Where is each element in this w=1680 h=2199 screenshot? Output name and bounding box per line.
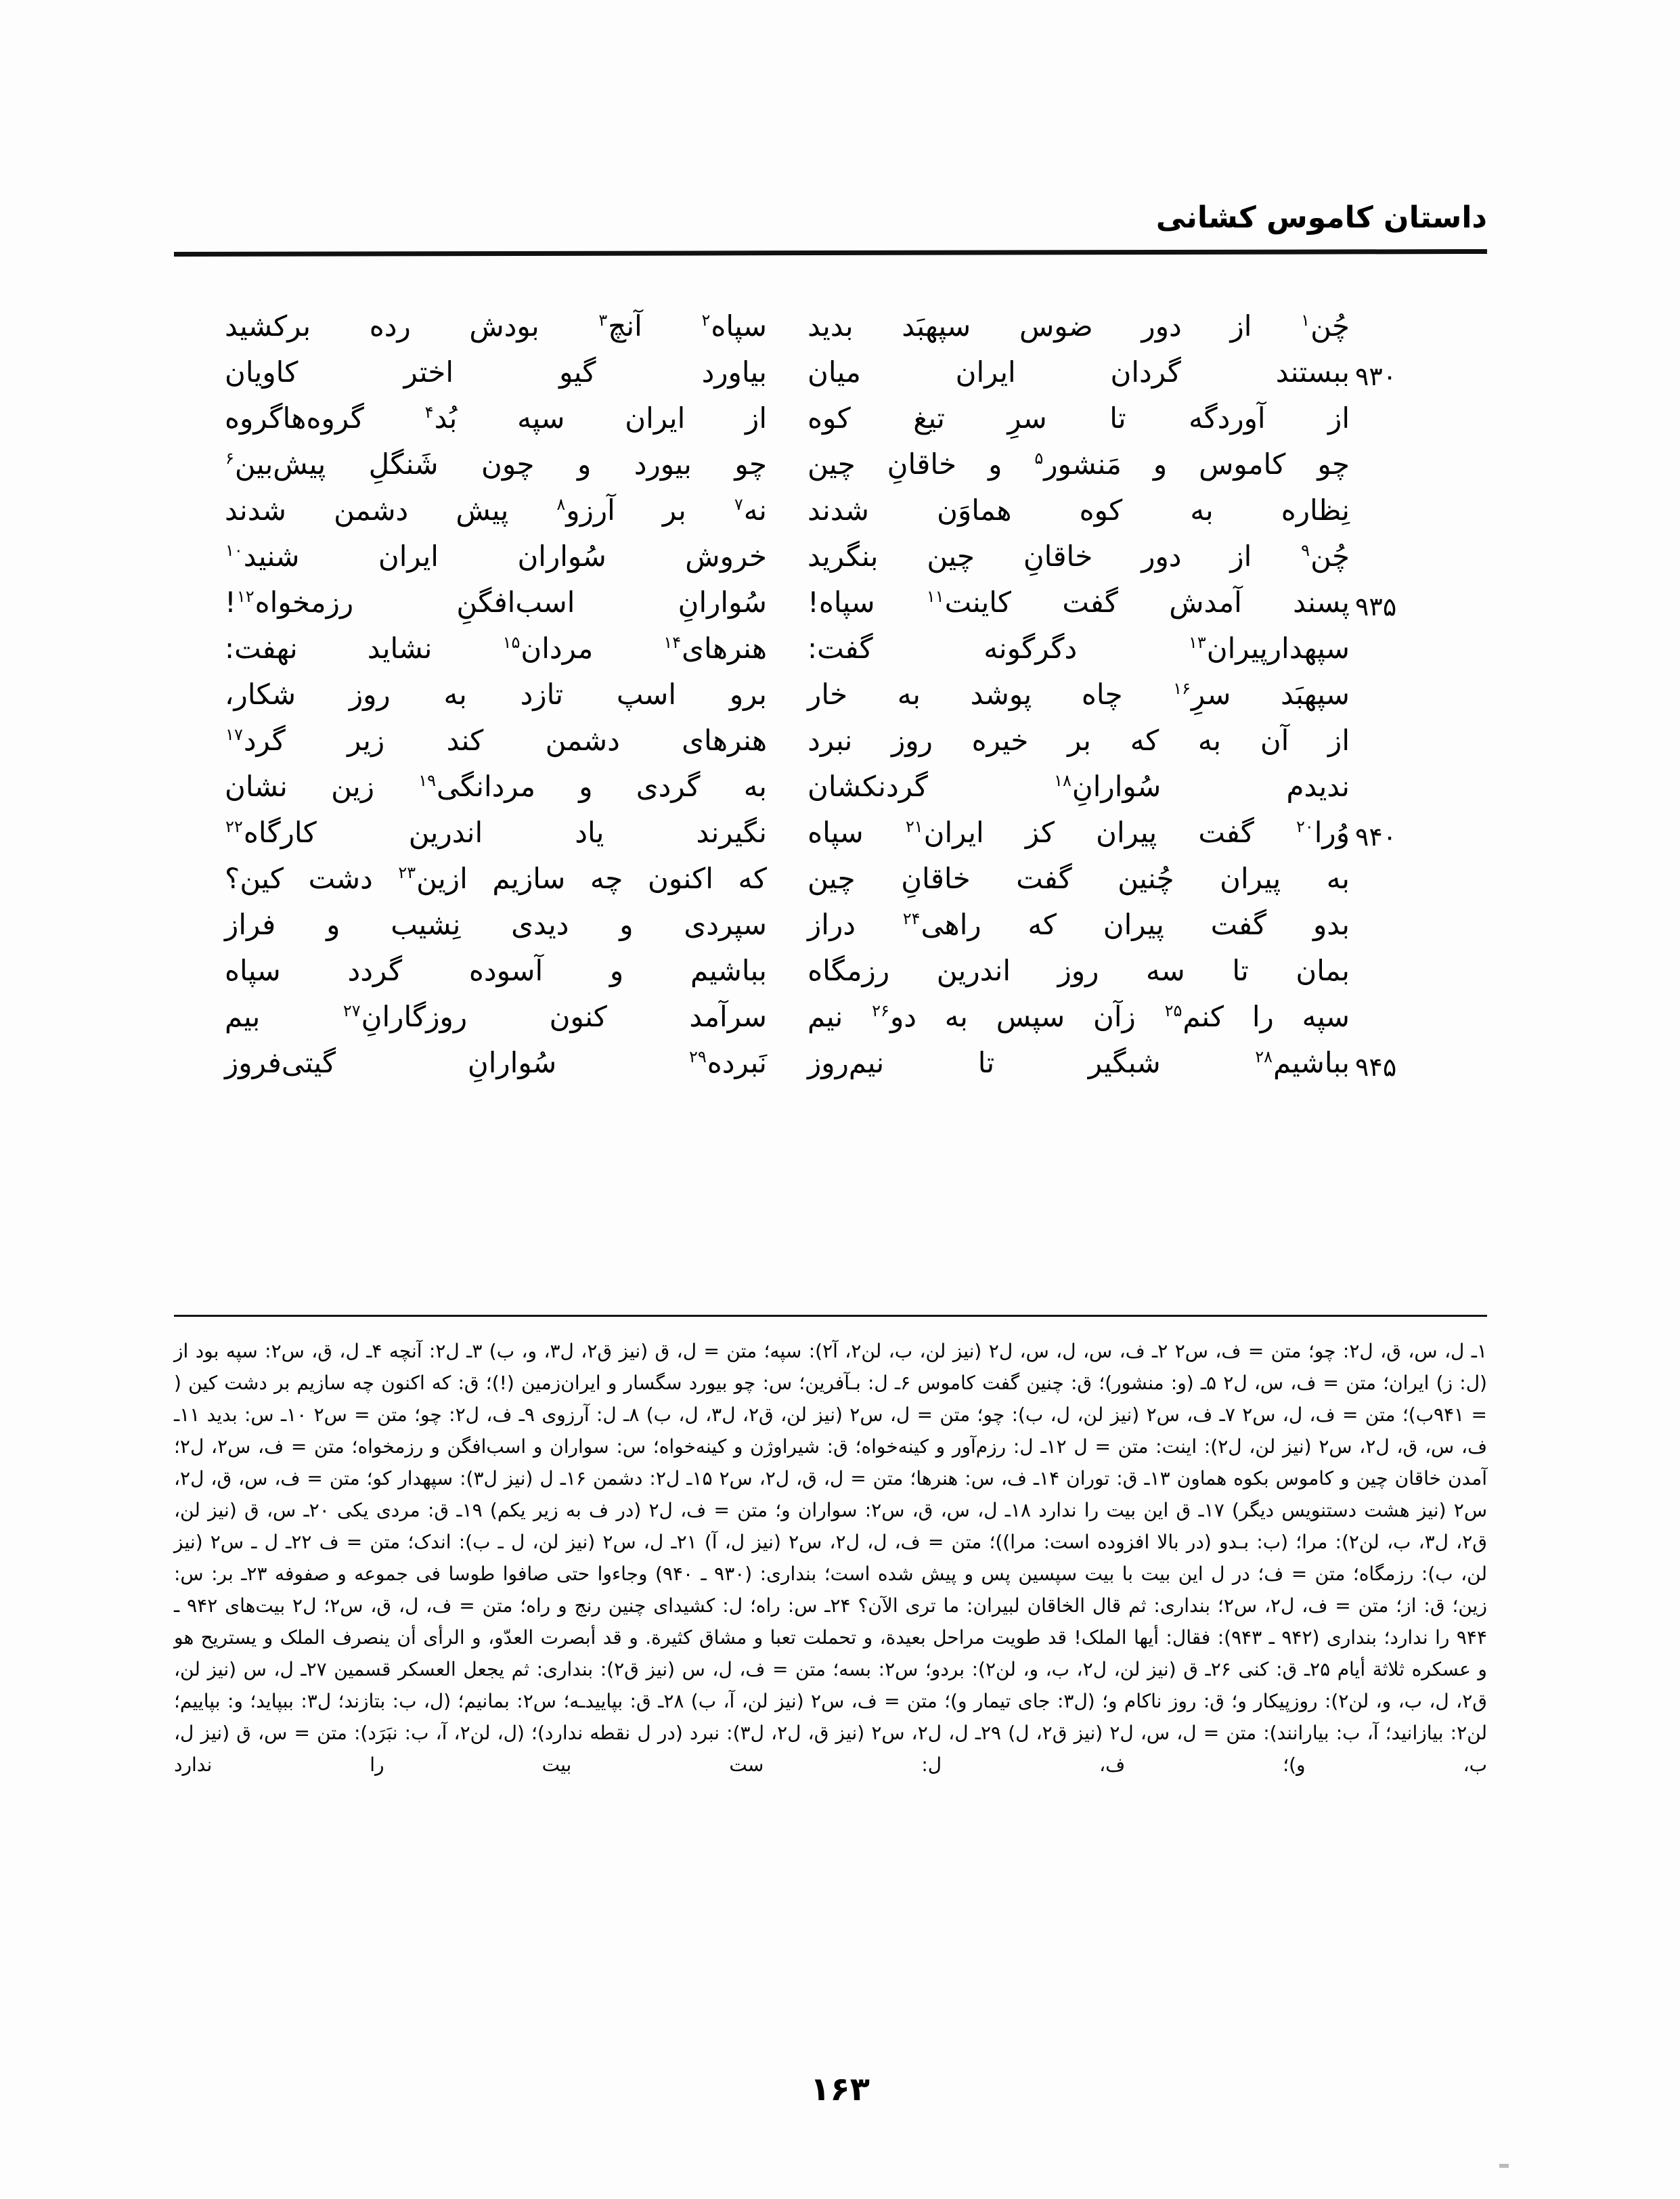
- hemistich-left: هنرهای دشمن کند زیر گرد$^{۱۷}$: [225, 724, 767, 757]
- page-number: ۱۶۳: [810, 2070, 870, 2108]
- hemistich-right: چو کاموس و مَنشور$^۵$ و خاقانِ چین: [808, 448, 1350, 481]
- running-head-block: [174, 200, 1487, 255]
- verse-couplet: [218, 352, 1457, 398]
- verse-number: ۹۳۰: [1355, 362, 1397, 391]
- verse-number: [1350, 628, 1457, 638]
- hemistich-left: نگیرند یاد اندرین کارگاه$^{۲۲}$: [225, 816, 767, 849]
- verse-couplet: [218, 812, 1457, 858]
- verse-number: [1350, 444, 1457, 454]
- verse-number: [1350, 398, 1457, 408]
- verse-number: [1350, 720, 1457, 730]
- verse-couplet: [218, 398, 1457, 444]
- verse-couplet: [218, 997, 1457, 1043]
- verse-area: [218, 306, 1457, 1089]
- hemistich-right: چُن$^۹$ از دور خاقانِ چین بنگرید: [808, 540, 1350, 573]
- verse-couplet: [218, 444, 1457, 490]
- hemistich-right: پسند آمدش گفت کاینت$^{۱۱}$ سپاه!: [808, 586, 1350, 619]
- hemistich-left: بباشیم و آسوده گردد سپاه: [225, 954, 767, 987]
- verse-couplet: [218, 951, 1457, 997]
- hemistich-right: ندیدم سُوارانِ$^{۱۸}$ گردنکشان: [808, 770, 1350, 803]
- verse-number: [1350, 858, 1457, 868]
- header-divider: [174, 249, 1487, 257]
- verse-couplet: [218, 720, 1457, 766]
- verse-number: [1350, 490, 1457, 500]
- verse-number: [1350, 997, 1457, 1006]
- verse-couplet: [218, 858, 1457, 905]
- hemistich-right: بمان تا سه روز اندرین رزمگاه: [808, 954, 1350, 987]
- verse-couplet: [218, 1043, 1457, 1089]
- verse-couplet: [218, 766, 1457, 812]
- hemistich-left: که اکنون چه سازیم ازین$^{۲۳}$ دشت کین؟: [225, 862, 767, 895]
- verse-couplet: [218, 674, 1457, 720]
- verse-couplet: [218, 905, 1457, 951]
- hemistich-left: نه$^۷$ بر آرزو$^۸$ پیش دشمن شدند: [225, 494, 767, 527]
- hemistich-left: هنرهای$^{۱۴}$ مردان$^{۱۵}$ نشاید نهفت:: [225, 632, 767, 665]
- edge-mark: [1499, 2164, 1509, 2168]
- hemistich-right: نِظاره به کوه هماوَن شدند: [808, 494, 1350, 527]
- running-head: داستان کاموس کشانی: [1155, 200, 1487, 235]
- verse-number: [1350, 951, 1457, 960]
- verse-couplet: [218, 536, 1457, 582]
- hemistich-right: از آن به که بر خیره روز نبرد: [808, 724, 1350, 757]
- verse-number: ۹۳۵: [1355, 592, 1397, 622]
- hemistich-right: سپه را کنم$^{۲۵}$ زآن سپس به دو$^{۲۶}$ نیم: [808, 1000, 1350, 1033]
- hemistich-right: بدو گفت پیران که راهی$^{۲۴}$ دراز: [808, 908, 1350, 941]
- hemistich-left: نَبرده$^{۲۹}$ سُوارانِ گیتی‌فروز: [225, 1046, 767, 1079]
- hemistich-left: سپاه$^۲$ آنچ$^۳$ بودش رده برکشید: [225, 309, 767, 343]
- hemistich-left: خروش سُواران ایران شنید$^{۱۰}$: [225, 540, 767, 573]
- footnotes-block: [174, 1335, 1487, 1781]
- verse-number: [1350, 766, 1457, 776]
- verse-couplet: [218, 490, 1457, 536]
- hemistich-right: از آوردگه تا سرِ تیغ کوه: [808, 401, 1350, 435]
- verse-number: ۹۴۵: [1355, 1052, 1397, 1082]
- hemistich-left: چو بیورد و چون شَنگلِ پیش‌بین$^۶$: [225, 448, 767, 481]
- hemistich-right: به پیران چُنین گفت خاقانِ چین: [808, 862, 1350, 895]
- footnote-paragraph: ۱ـ ل، س، ق، ل٢: چو؛ متن = ف، س٢ ۲ـ ف، س، ل، س، ل٢ (نیز لن، ب، لن٢، آ٢): سپه؛ متن = ل، ق (نیز ق٢، ل٣، و، ب) ۳ـ ل٢: آنچه ۴ـ ل، ق، س٢: سپه بود از (ل: ز) ایران؛ متن = ف، س، ل٢ ۵ـ (و: منشور)؛ ق: چنین گفت کاموس ۶ـ ل: بـآفرین؛ س: چو بیورد سگسار و ایران‌زمین (!)؛ ق: که اکنون چه سازیم بر دشت کین ( = ۹۴۱ب)؛ متن = ف، ل، س٢ ۷ـ ف، س٢ (نیز لن، ل، ب): چو؛ متن = ل، س٢ (نیز لن، ق٢، ل٣، ل، ب) ۸ـ ل: آرزوی ۹ـ ف، ل٢: چو؛ متن = س٢ ۱۰ـ س: بدید ۱۱ـ ف، س، ق، ل٢، س٢ (نیز لن، ل٢): اینت: متن = ل ۱۲ـ ل: رزم‌آور و کینه‌خواه؛ ق: شیراوژن و کینه‌خواه؛ س: سواران و اسب‌افگن و رزمخواه؛ متن = ف، س٢، ل٢؛ آمدن خاقان چین و کاموس بکوه هماون ۱۳ـ ق: توران ۱۴ـ ف، س: هنرها؛ متن = ل، ق، ل٢، س٢ ۱۵ـ ل٢: دشمن ۱۶ـ ل (نیز ل٣): سپهدار کو؛ متن = ف، س، ق، ل٢، س٢ (نیز هشت دستنویس دیگر) ۱۷ـ ق این بیت را ندارد ۱۸ـ ل، س، ق، س٢: سواران و؛ متن = ف، ل٢ (در ف به زیر یکم) ۱۹ـ ق: مردی یکی ۲۰ـ س، ق (نیز لن، ق٢، ل٣، ب، لن٢): مرا؛ (ب: بـدو (در بالا افزوده است: مرا))؛ متن = ف، ل، ل٢، س٢ (نیز ل، آ) ۲۱ـ ل، س٢ (نیز لن، ل ـ ب): اندک؛ متن = ف ۲۲ـ ل ـ س٢ (نیز لن، ب): رزمگاه؛ متن = ف؛ در ل این بیت با بیت سپسین پس و پیش شده است؛ بنداری: (۹۳۰ ـ ۹۴۰) وجاءوا حتی صافوا طوسا فی جموعه و صفوفه ۲۳ـ بر: س: زین؛ ق: از؛ متن = ف، ل٢، س٢؛ بنداری: ثم قال الخاقان لبیران: ما تری الآن؟ ۲۴ـ س: راه؛ ل: کشیدای چنین رنج و راه؛ متن = ف، ل، ق، س٢؛ ل٢ بیت‌های ۹۴۲ ـ ۹۴۴ را ندارد؛ بنداری (۹۴۲ ـ ۹۴۳): فقال: أیها الملک! قد طویت مراحل بعیدة، و تحملت تعبا و مشاق کثیرة. و قد أبصرت العدّو، و الرأی أن ینصرف الملک و یستریح هو و عسکره ثلاثة أیام ۲۵ـ ق: کنی ۲۶ـ ق (نیز لن، ل٢، ب، و، لن٢): بردو؛ س٢: بسه؛ متن = ف، ل، س (نیز ق٢): بنداری: ثم یجعل العسکر قسمین ۲۷ـ ل، س (نیز لن، ق٢، ل، ب، و، لن٢): روزپیکار و؛ ق: روز ناکام و؛ (ل٣: جای تیمار و)؛ متن = ف، س٢ (نیز لن، آ، ب) ۲۸ـ ق: بپاییدـه؛ س٢: بمانیم؛ (ل، ب: بتازند؛ ل٣: ببپاید؛ و: بپاییم؛ لن٢: بیازانید؛ آ، ب: بیارانند): متن = ل، س، ل٢ (نیز ق٢، ل) ۲۹ـ ل، ل٢، س٢ (نیز ق، ل٢، ل٣): نبرد (در ل نقطه ندارد)؛ (ل، لن٢، آ، ب: نبَرَد): متن = س، ق (نیز ل، ب، و)؛ ف، ل: ست بیت را ندارد: [174, 1340, 1488, 1776]
- verse-number: [1350, 536, 1457, 546]
- hemistich-left: به گردی و مردانگی$^{۱۹}$ زین نشان: [225, 770, 767, 803]
- hemistich-right: بباشیم$^{۲۸}$ شبگیر تا نیم‌روز: [808, 1046, 1350, 1079]
- hemistich-right: سپهبَد سرِ$^{۱۶}$ چاه پوشد به خار: [808, 678, 1350, 711]
- verse-couplet: [218, 628, 1457, 674]
- hemistich-left: برو اسپ تازد به روز شکار،: [225, 678, 767, 711]
- hemistich-right: سپهدارپیران$^{۱۳}$ دگرگونه گفت:: [808, 632, 1350, 665]
- hemistich-left: از ایران سپه بُد$^۴$ گروه‌هاگروه: [225, 401, 767, 435]
- verse-couplet: [218, 306, 1457, 352]
- verse-number: ۹۴۰: [1355, 822, 1397, 852]
- verse-number: [1350, 905, 1457, 914]
- verse-number: [1350, 306, 1457, 315]
- hemistich-left: سُوارانِ اسب‌افگنِ رزمخواه$^{۱۲}$!: [225, 586, 767, 619]
- hemistich-left: بیاورد گیو اختر کاویان: [225, 355, 767, 389]
- hemistich-right: چُن$^۱$ از دور ضوس سپهبَد بدید: [808, 309, 1350, 343]
- verse-number: [1350, 674, 1457, 684]
- hemistich-left: سرآمد کنون روزگارانِ$^{۲۷}$ بیم: [225, 1000, 767, 1033]
- hemistich-right: ببستند گردان ایران میان: [808, 355, 1350, 389]
- verse-couplet: [218, 582, 1457, 628]
- hemistich-left: سپردی و دیدی نِشیب و فراز: [225, 908, 767, 941]
- footnote-divider: [174, 1315, 1487, 1317]
- hemistich-right: وُرا$^{۲۰}$ گفت پیران کز ایران$^{۲۱}$ سپاه: [808, 816, 1350, 849]
